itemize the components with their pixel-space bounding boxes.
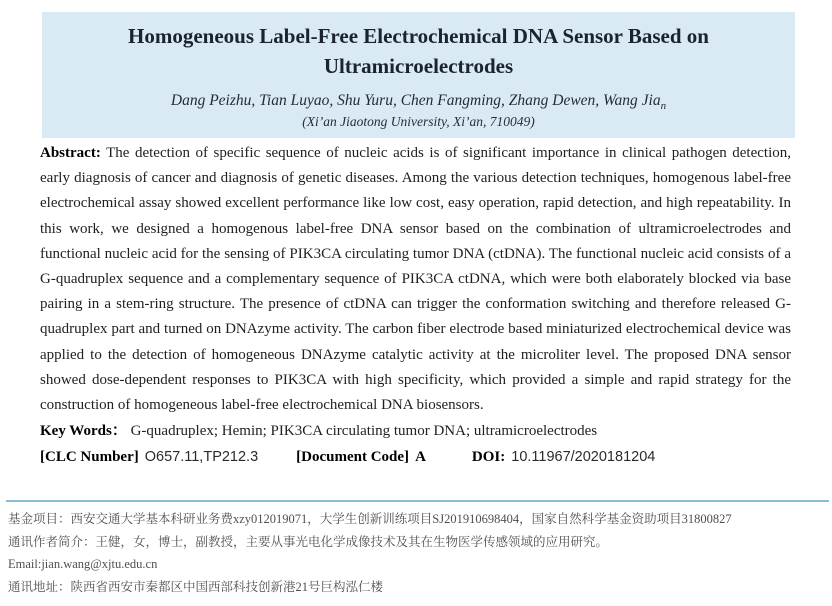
corresponding-author-mark: n [660,99,667,112]
authors-line [42,92,795,112]
doi-label: DOI: [471,449,506,466]
doi-value: 10.11967/2020181204 [511,449,656,466]
clc-number-label: [CLC Number] [40,449,139,466]
footnote-corresponding-author: 通讯作者简介：王健，女，博士，副教授，主要从事光电化学成像技术及其在生物医学传感领域的应用研究。 [8,534,609,549]
authors-text: Dang Peizhu, Tian Luyao, Shu Yuru, Chen Fangming, Zhang Dewen, Wang Jia [170,91,661,109]
affiliation: (Xi’an Jiaotong University, Xi’an, 710049) [302,113,535,129]
abstract-text: The detection of specific sequence of nucleic acids is of significant importance in clinical pathogen detection, early diagnosis of cancer and diagnosis of genetic diseases. Among the various detection techniques, homogenous label-free electrochemical assay showed excellent performance like low cost, easy operation, rapid detection, and high repeatability. In this work, we designed a homogenous label-free DNA sensor based on the combination of ultramicroelectrodes and functional nucleic acid for the sensing of PIK3CA circulating tumor DNA (ctDNA). The functional nucleic acid consists of a G-quadruplex sequence and a complementary sequence of PIK3CA ctDNA, which were both elaborately blocked via base pairing in a stem-ring structure. The presence of ctDNA can trigger the conformation switching and therefore released G-quadruplex part and turned on DNAzyme activity. The carbon fiber electrode based miniaturized electrochemical device was applied to the detection of homogeneous DNAzyme catalytic activity at the microliter level. The proposed DNA sensor showed dose-dependent responses to PIK3CA with high specificity, which provided a simple and rapid strategy for the construction of homogeneous label-free electrochemical DNA biosensors. [40,145,791,414]
clc-number-value: O657.11,TP212.3 [144,449,259,466]
document-code-label: [Document Code] [296,449,410,466]
keywords-text: G-quadruplex; Hemin; PIK3CA circulating tumor DNA; ultramicroelectrodes [130,423,598,440]
paper-body [40,141,791,470]
footnote-email: Email:jian.wang@xjtu.edu.cn [8,557,158,572]
publication-meta [40,445,791,470]
footnote-funding: 基金项目：西安交通大学基本科研业务费xzy012019071，大学生创新训练项目SJ201910698404，国家自然科学基金资助项目31800827 [8,512,732,526]
footer-divider [6,500,829,502]
keywords-line [40,419,791,444]
footnote-block [8,508,828,598]
abstract-label: Abstract: [40,145,101,161]
document-code-value: A [415,449,426,466]
footnote-address: 通讯地址：陕西省西安市秦都区中国西部科技创新港21号巨构泓仁楼 [8,579,384,594]
keywords-label: Key Words： [40,423,127,440]
abstract-paragraph [40,141,791,418]
paper-header [42,12,795,138]
paper-title: Homogeneous Label-Free Electrochemical DNA Sensor Based on Ultramicroelectrodes [128,24,709,79]
